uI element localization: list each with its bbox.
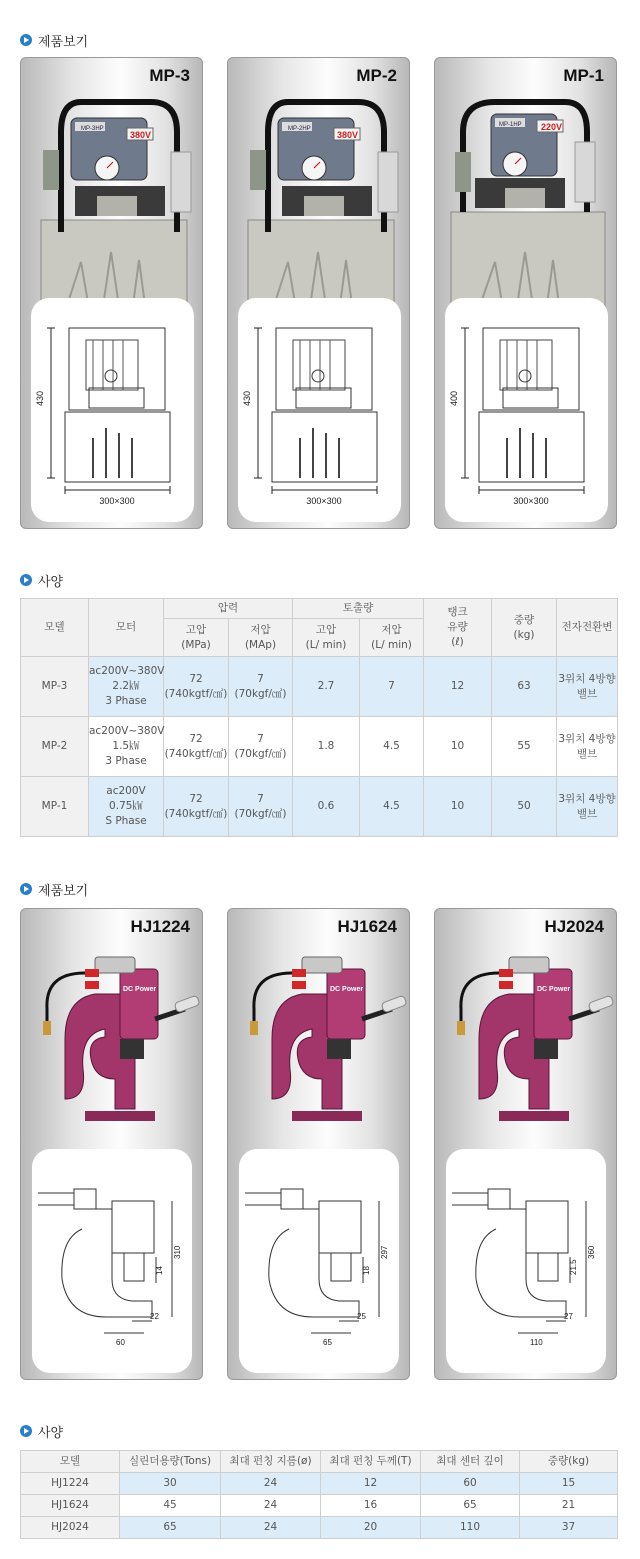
depth-dimension: 60 xyxy=(116,1338,125,1347)
section-heading-products-1 xyxy=(20,30,88,50)
cell-low: 7 (70kgf/㎠) xyxy=(229,777,293,837)
dimension-drawing xyxy=(446,1149,606,1373)
th-flow-low: 저압 (L/ min) xyxy=(360,619,424,657)
table-row xyxy=(21,1517,618,1539)
cell-value: 60 xyxy=(421,1473,520,1495)
cell-valve: 3위치 4방향 밸브 xyxy=(557,717,618,777)
th-model: 모델 xyxy=(21,599,89,657)
cell-valve: 3위치 4방향 밸브 xyxy=(557,777,618,837)
table-row xyxy=(21,1473,618,1495)
cell-value: 65 xyxy=(421,1495,520,1517)
product-model-name: HJ1224 xyxy=(130,917,190,936)
cell-value: 65 xyxy=(120,1517,221,1539)
cell-value: 110 xyxy=(421,1517,520,1539)
cell-flow-high: 0.6 xyxy=(293,777,360,837)
section-title: 사양 xyxy=(38,574,64,590)
depth-dimension: 65 xyxy=(323,1338,332,1347)
product-card-1 xyxy=(227,57,410,529)
section-title: 제품보기 xyxy=(38,883,89,899)
cell-model: MP-2 xyxy=(21,717,89,777)
cell-value: 20 xyxy=(321,1517,421,1539)
cell-value: 30 xyxy=(120,1473,221,1495)
cell-value: 45 xyxy=(120,1495,221,1517)
cell-value: 37 xyxy=(520,1517,618,1539)
cell-flow-low: 4.5 xyxy=(360,777,424,837)
cell-value: 16 xyxy=(321,1495,421,1517)
hj-header-cell: 실린더용량(Tons) xyxy=(120,1451,221,1473)
cell-weight: 55 xyxy=(492,717,557,777)
height-dimension: 310 xyxy=(173,1245,182,1259)
cell-model: MP-1 xyxy=(21,777,89,837)
cell-flow-low: 4.5 xyxy=(360,717,424,777)
cell-model: HJ1624 xyxy=(21,1495,120,1517)
hj-spec-table xyxy=(20,1450,618,1539)
th-motor: 모터 xyxy=(89,599,164,657)
product-model-name: MP-1 xyxy=(563,66,604,85)
base-dimension: 300×300 xyxy=(306,496,342,506)
th-pressure-high: 고압 (MPa) xyxy=(164,619,229,657)
dimension-drawing xyxy=(31,298,194,522)
arrow-bullet-icon xyxy=(20,574,32,586)
dimension-drawing xyxy=(239,1149,399,1373)
cell-tank: 10 xyxy=(424,717,492,777)
cell-low: 7 (70kgf/㎠) xyxy=(229,657,293,717)
pump-model-label: MP-1HP xyxy=(499,122,522,128)
product-model-name: MP-3 xyxy=(149,66,190,85)
cell-flow-low: 7 xyxy=(360,657,424,717)
height-dimension: 430 xyxy=(242,390,252,406)
hydraulic-punch-photo xyxy=(25,939,200,1129)
product-card-hj-2 xyxy=(434,908,617,1380)
product-model-name: HJ2024 xyxy=(544,917,604,936)
cell-tank: 12 xyxy=(424,657,492,717)
punch-dimension: 14 xyxy=(155,1266,164,1275)
cell-low: 7 (70kgf/㎠) xyxy=(229,717,293,777)
cell-model: MP-3 xyxy=(21,657,89,717)
cell-valve: 3위치 4방향 밸브 xyxy=(557,657,618,717)
th-tank: 탱크 유량 (ℓ) xyxy=(424,599,492,657)
cell-value: 24 xyxy=(221,1517,321,1539)
cell-value: 24 xyxy=(221,1495,321,1517)
height-dimension: 400 xyxy=(449,390,459,406)
section-heading-spec-2 xyxy=(20,1421,63,1441)
voltage-label: 380V xyxy=(130,130,152,140)
cell-motor: ac200V 0.75㎾ S Phase xyxy=(89,777,164,837)
th-flow: 토출량 xyxy=(293,599,424,619)
pump-model-label: MP-3HP xyxy=(81,126,104,132)
product-model-name: MP-2 xyxy=(356,66,397,85)
th-weight: 중량 (kg) xyxy=(492,599,557,657)
cell-high: 72 (740kgtf/㎠) xyxy=(164,657,229,717)
punch-dimension: 18 xyxy=(362,1266,371,1275)
cell-value: 15 xyxy=(520,1473,618,1495)
section-heading-products-2 xyxy=(20,879,88,899)
cell-motor: ac200V~380V 2.2㎾ 3 Phase xyxy=(89,657,164,717)
hydraulic-punch-photo xyxy=(439,939,614,1129)
cell-value: 12 xyxy=(321,1473,421,1495)
th-pressure-low: 저압 (MAp) xyxy=(229,619,293,657)
cell-value: 24 xyxy=(221,1473,321,1495)
hj-header-cell: 중량(kg) xyxy=(520,1451,618,1473)
throat-dimension: 22 xyxy=(150,1312,159,1321)
brand-label: DC Power xyxy=(123,986,157,993)
th-pressure: 압력 xyxy=(164,599,293,619)
hj-header-cell: 모델 xyxy=(21,1451,120,1473)
section-title: 제품보기 xyxy=(38,34,89,50)
product-card-hj-1 xyxy=(227,908,410,1380)
table-row xyxy=(21,777,618,837)
table-header-row xyxy=(21,1451,618,1473)
punch-dimension: 21.5 xyxy=(569,1259,578,1275)
voltage-label: 380V xyxy=(337,130,359,140)
section-heading-spec-1 xyxy=(20,570,63,590)
table-row xyxy=(21,657,618,717)
arrow-bullet-icon xyxy=(20,883,32,895)
height-dimension: 430 xyxy=(35,390,45,406)
dimension-drawing xyxy=(238,298,401,522)
cell-flow-high: 1.8 xyxy=(293,717,360,777)
hj-header-cell: 최대 펀칭 지름(ø) xyxy=(221,1451,321,1473)
base-dimension: 300×300 xyxy=(99,496,135,506)
brand-label: DC Power xyxy=(537,986,571,993)
arrow-bullet-icon xyxy=(20,34,32,46)
table-row xyxy=(21,717,618,777)
th-flow-high: 고압 (L/ min) xyxy=(293,619,360,657)
cell-motor: ac200V~380V 1.5㎾ 3 Phase xyxy=(89,717,164,777)
base-dimension: 300×300 xyxy=(513,496,549,506)
hj-header-cell: 최대 펀칭 두께(T) xyxy=(321,1451,421,1473)
hydraulic-punch-photo xyxy=(232,939,407,1129)
cell-flow-high: 2.7 xyxy=(293,657,360,717)
cell-high: 72 (740kgtf/㎠) xyxy=(164,777,229,837)
height-dimension: 297 xyxy=(380,1245,389,1259)
cell-tank: 10 xyxy=(424,777,492,837)
product-card-hj-0 xyxy=(20,908,203,1380)
cell-model: HJ2024 xyxy=(21,1517,120,1539)
th-valve: 전자전환변 xyxy=(557,599,618,657)
pump-model-label: MP-2HP xyxy=(288,126,311,132)
product-model-name: HJ1624 xyxy=(337,917,397,936)
cell-high: 72 (740kgtf/㎠) xyxy=(164,717,229,777)
mp-spec-table xyxy=(20,598,618,837)
product-card-2 xyxy=(434,57,617,529)
voltage-label: 220V xyxy=(541,122,563,132)
table-row xyxy=(21,1495,618,1517)
cell-value: 21 xyxy=(520,1495,618,1517)
cell-model: HJ1224 xyxy=(21,1473,120,1495)
throat-dimension: 25 xyxy=(357,1312,366,1321)
brand-label: DC Power xyxy=(330,986,364,993)
dimension-drawing xyxy=(32,1149,192,1373)
arrow-bullet-icon xyxy=(20,1425,32,1437)
height-dimension: 360 xyxy=(587,1245,596,1259)
depth-dimension: 110 xyxy=(530,1338,543,1347)
dimension-drawing xyxy=(445,298,608,522)
section-title: 사양 xyxy=(38,1425,64,1441)
hj-header-cell: 최대 센터 깊이 xyxy=(421,1451,520,1473)
cell-weight: 63 xyxy=(492,657,557,717)
product-card-0 xyxy=(20,57,203,529)
cell-weight: 50 xyxy=(492,777,557,837)
throat-dimension: 27 xyxy=(564,1312,573,1321)
